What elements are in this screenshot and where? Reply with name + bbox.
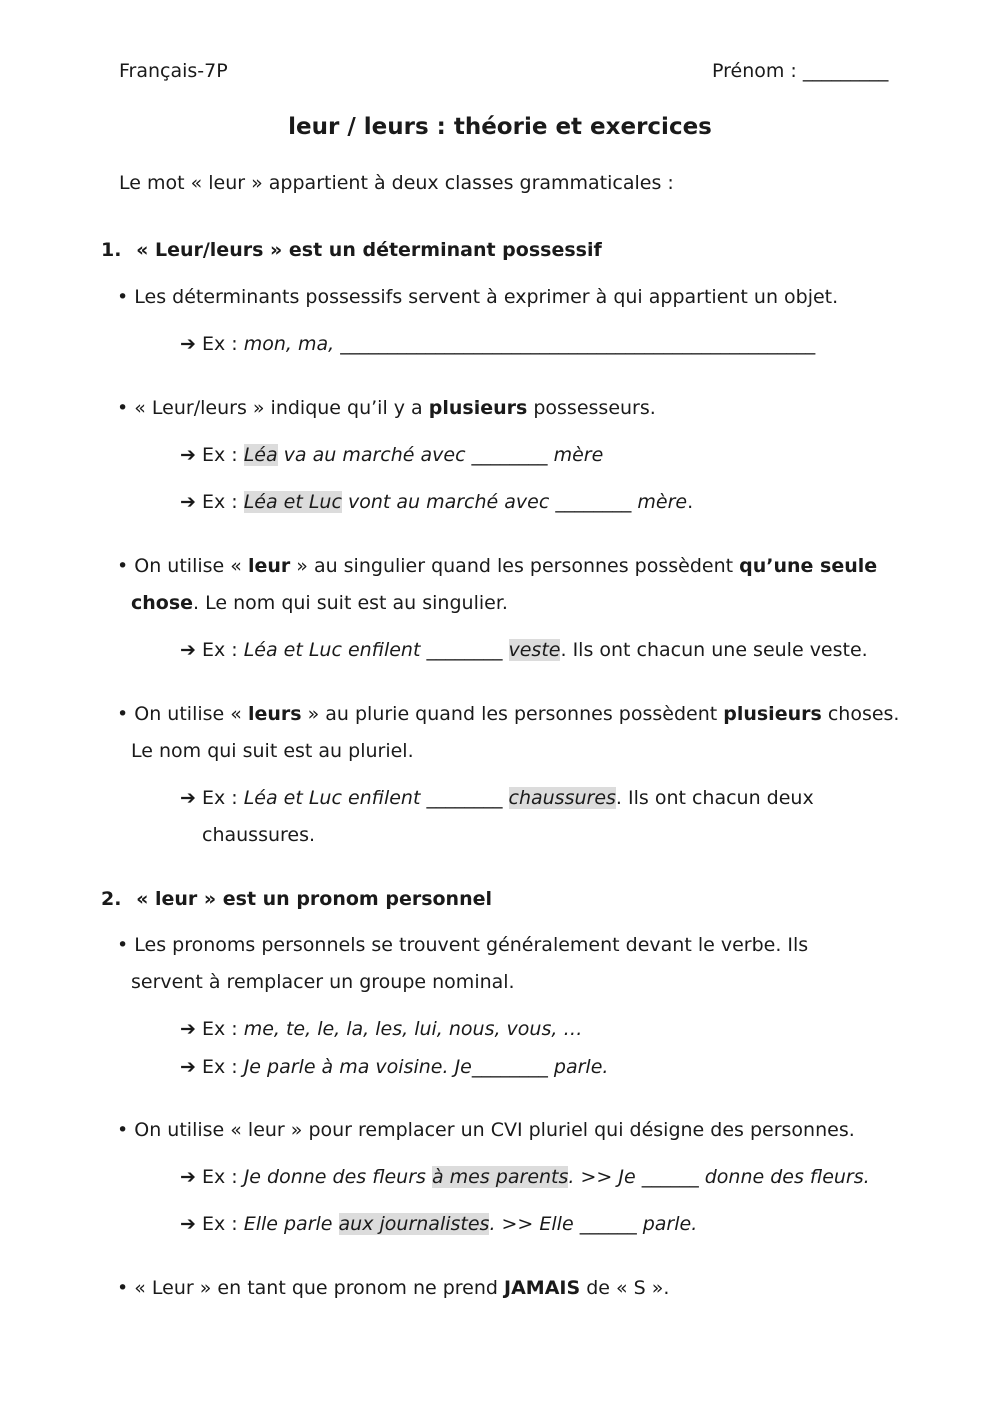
s1-b2-ex1-highlight: Léa: [243, 444, 278, 466]
s1-bullet-3: [117, 555, 877, 577]
s1-b2-ex2-rest: vont au marché avec ________ mère: [341, 491, 688, 513]
s1-b1-text: Les déterminants possessifs servent à exprimer à qui appartient un objet.: [134, 286, 839, 308]
s1-b2-example-2: [180, 491, 693, 513]
ex-label: Ex :: [195, 1018, 244, 1040]
s1-b3-line-2: [131, 592, 508, 614]
s2-b1-example-2: [180, 1056, 608, 1078]
arrow-icon: ➔: [180, 491, 196, 513]
s2-b2-ex1-pre: Je donne des fleurs: [243, 1166, 432, 1188]
s1-b4-ex-highlight: chaussures: [508, 787, 616, 809]
section-1-title: « Leur/leurs » est un déterminant possessif: [136, 239, 602, 261]
s2-b1-line-2: servent à remplacer un groupe nominal.: [131, 971, 515, 993]
s1-b4-line-2: Le nom qui suit est au pluriel.: [131, 740, 414, 762]
s1-b2-ex2-end: .: [687, 491, 694, 513]
s1-b4-bold2: plusieurs: [723, 703, 822, 725]
s2-b3-bold: JAMAIS: [504, 1277, 581, 1299]
s1-b3-pre: On utilise «: [134, 555, 248, 577]
s1-b4-pre: On utilise «: [134, 703, 248, 725]
s2-b2-ex2-pre: Elle parle: [243, 1213, 339, 1235]
s2-b2-ex2-post: . >> Elle ______ parle.: [489, 1213, 698, 1235]
s2-bullet-1: [117, 934, 808, 956]
section-2-heading: [101, 888, 492, 910]
s1-b2-ex2-highlight: Léa et Luc: [243, 491, 342, 513]
ex-label: Ex :: [195, 1056, 244, 1078]
s1-b2-bold: plusieurs: [428, 397, 528, 419]
s1-b4-example: [180, 787, 814, 809]
bullet-marker: •: [117, 703, 129, 725]
section-2-title: « leur » est un pronom personnel: [136, 888, 493, 910]
s2-b3-pre: « Leur » en tant que pronom ne prend: [134, 1277, 505, 1299]
s1-b1-ex-blank: __________________________________________________: [340, 333, 816, 355]
header-subject: Français-7P: [119, 60, 228, 82]
bullet-marker: •: [117, 286, 129, 308]
s1-bullet-1: [117, 286, 838, 308]
arrow-icon: ➔: [180, 1056, 196, 1078]
ex-label: Ex :: [195, 444, 244, 466]
s2-b2-example-1: [180, 1166, 870, 1188]
arrow-icon: ➔: [180, 333, 196, 355]
s2-b1-ex1-text: me, te, le, la, les, lui, nous, vous, …: [243, 1018, 583, 1040]
section-1-number: 1.: [101, 239, 122, 261]
s1-b3-mid: » au singulier quand les personnes possèdent: [290, 555, 740, 577]
s2-b3-post: de « S ».: [580, 1277, 670, 1299]
s2-bullet-3: [117, 1277, 669, 1299]
s2-b2-ex1-highlight: à mes parents: [431, 1166, 569, 1188]
bullet-marker: •: [117, 397, 129, 419]
s1-b4-mid: » au plurie quand les personnes possèdent: [301, 703, 724, 725]
s2-bullet-2: [117, 1119, 855, 1141]
s1-b3-ex-highlight: veste: [508, 639, 561, 661]
arrow-icon: ➔: [180, 787, 196, 809]
ex-label: Ex :: [195, 1213, 244, 1235]
s1-b2-ex1-rest: va au marché avec ________ mère: [277, 444, 604, 466]
ex-label: Ex :: [195, 639, 244, 661]
ex-label: Ex :: [195, 333, 244, 355]
s2-b2-ex2-highlight: aux journalistes: [338, 1213, 490, 1235]
firstname-blank: _________: [802, 60, 889, 82]
s1-b4-post: choses.: [821, 703, 900, 725]
s1-b2-post: possesseurs.: [527, 397, 656, 419]
s1-b2-example-1: [180, 444, 603, 466]
intro-text: Le mot « leur » appartient à deux classes grammaticales :: [119, 172, 674, 194]
ex-label: Ex :: [195, 1166, 244, 1188]
section-1-heading: [101, 239, 602, 261]
section-2-number: 2.: [101, 888, 122, 910]
firstname-label: Prénom :: [712, 60, 803, 82]
ex-label: Ex :: [195, 491, 244, 513]
arrow-icon: ➔: [180, 444, 196, 466]
arrow-icon: ➔: [180, 1213, 196, 1235]
s1-b4-ex-italic: Léa et Luc enfilent ________: [243, 787, 509, 809]
s1-b1-ex-text: mon, ma,: [243, 333, 341, 355]
s1-b3-example: [180, 639, 868, 661]
s1-b1-example: [180, 333, 815, 355]
s2-b2-example-2: [180, 1213, 697, 1235]
s2-b1-ex2-text: Je parle à ma voisine. Je________ parle.: [243, 1056, 609, 1078]
s1-b2-pre: « Leur/leurs » indique qu’il y a: [128, 397, 429, 419]
bullet-marker: •: [117, 555, 129, 577]
s1-b3-bold3: chose: [131, 592, 194, 614]
s2-b2-text: On utilise « leur » pour remplacer un CVI pluriel qui désigne des personnes.: [134, 1119, 855, 1141]
bullet-marker: •: [117, 934, 129, 956]
s2-b1-example-1: [180, 1018, 582, 1040]
arrow-icon: ➔: [180, 1018, 196, 1040]
s1-b3-bold2: qu’une seule: [739, 555, 878, 577]
arrow-icon: ➔: [180, 1166, 196, 1188]
s1-b4-example-line-2: chaussures.: [202, 824, 316, 846]
bullet-marker: •: [117, 1119, 129, 1141]
s1-b3-post: . Le nom qui suit est au singulier.: [193, 592, 508, 614]
arrow-icon: ➔: [180, 639, 196, 661]
s2-b2-ex1-post: . >> Je ______ donne des fleurs.: [568, 1166, 870, 1188]
s1-b4-ex-rest: . Ils ont chacun deux: [615, 787, 814, 809]
header-firstname-field: [712, 60, 888, 82]
page-title: leur / leurs : théorie et exercices: [288, 114, 712, 140]
s1-b4-bold1: leurs: [247, 703, 302, 725]
s1-bullet-2: [117, 397, 656, 419]
s2-b1-line-1: Les pronoms personnels se trouvent généralement devant le verbe. Ils: [134, 934, 809, 956]
s1-b3-ex-rest: . Ils ont chacun une seule veste.: [560, 639, 868, 661]
ex-label: Ex :: [195, 787, 244, 809]
bullet-marker: •: [117, 1277, 129, 1299]
s1-b3-ex-italic: Léa et Luc enfilent ________: [243, 639, 509, 661]
s1-bullet-4: [117, 703, 899, 725]
s1-b3-bold1: leur: [247, 555, 291, 577]
